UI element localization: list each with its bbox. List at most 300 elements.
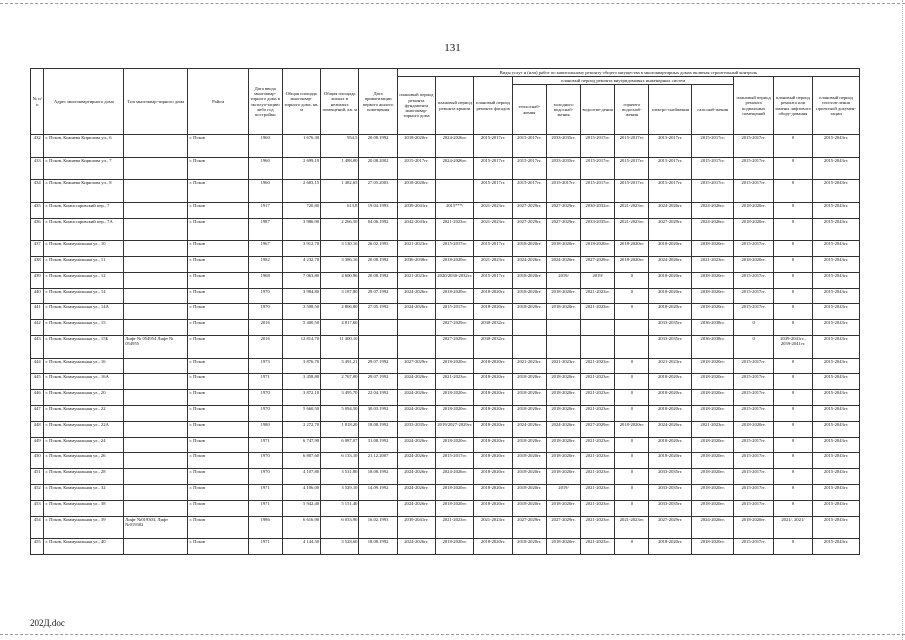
cell-n: 444 <box>31 358 44 374</box>
cell-found: 2024-2026гг. <box>397 390 435 406</box>
cell-district: г. Псков <box>188 374 248 390</box>
cell-lift: 0 <box>773 135 812 158</box>
cell-base: 0 <box>734 335 773 358</box>
cell-gas: 2015-2017гг. <box>691 157 733 180</box>
cell-facade: 2018-2020гг. <box>474 453 512 469</box>
cell-base: 2018-2020гг. <box>734 256 773 272</box>
cell-roof: 2018-2020гг. <box>436 405 474 421</box>
cell-sewer <box>581 320 615 336</box>
cell-roof: 2021-2023гг. <box>436 374 474 390</box>
cell-n: 445 <box>31 374 44 390</box>
cell-lift: 0 <box>773 500 812 516</box>
cell-district: г. Псков <box>188 539 248 555</box>
cell-addr: г. Псков, Коммунальная ул., 16А <box>44 374 124 390</box>
cell-district: г. Псков <box>188 469 248 485</box>
cell-base: 2015-2017гг. <box>734 288 773 304</box>
cell-n: 437 <box>31 241 44 257</box>
cell-heat: 2018-2020гг. <box>512 539 546 555</box>
cell-found <box>397 320 435 336</box>
cell-lift: 0 <box>773 484 812 500</box>
table-row <box>31 335 860 358</box>
cell-hot: 0 <box>615 304 649 320</box>
cell-hot: 2021-2023гг. <box>615 218 649 241</box>
cell-addr: г. Псков, Коммунальная ул., 40 <box>44 539 124 555</box>
cell-n: 450 <box>31 453 44 469</box>
cell-hot: 0 <box>615 390 649 406</box>
cell-cold: 2018-2020гг. <box>546 288 580 304</box>
cell-facade: 2018-2020гг. <box>474 405 512 421</box>
cell-priv <box>359 320 397 336</box>
cell-addr: г. Псков, Коммунальная ул., 22 <box>44 405 124 421</box>
cell-total: 3 872,10 <box>282 390 320 406</box>
cell-n: 436 <box>31 218 44 241</box>
cell-heat: 2015-2017гг. <box>512 180 546 203</box>
cell-heat <box>512 335 546 358</box>
cell-living: 3 531,80 <box>321 469 359 485</box>
cell-heat <box>512 320 546 336</box>
cell-facade: 2018-2020гг. <box>474 469 512 485</box>
table-row <box>31 241 860 257</box>
cell-elec: 2024-2026гг. <box>649 202 691 218</box>
cell-docs: 2015-2043гг. <box>813 272 860 288</box>
cell-sewer: 2019/ <box>581 272 615 288</box>
cell-heat: 2015-2017гг. <box>512 135 546 158</box>
cell-living: 6 133,10 <box>321 453 359 469</box>
cell-sewer: 2021-2023гг. <box>581 304 615 320</box>
cell-facade: 2015-2017гг. <box>474 157 512 180</box>
cell-elec: 2024-2026гг. <box>649 421 691 437</box>
cell-hot: 2021-2023гг. <box>615 516 649 539</box>
cell-lift: 0 <box>773 320 812 336</box>
cell-elec: 2018-2020гг. <box>649 437 691 453</box>
cell-priv <box>359 500 397 516</box>
cell-heat: 2015-2017гг. <box>512 157 546 180</box>
cell-base: 2015-2017гг. <box>734 358 773 374</box>
cell-roof: 2018-2020гг. <box>436 256 474 272</box>
cell-n: 449 <box>31 437 44 453</box>
cell-district: г. Псков <box>188 405 248 421</box>
cell-n: 446 <box>31 390 44 406</box>
table-row <box>31 288 860 304</box>
col-header-year: Дата ввода многоквар-тирного дома в эксплуа-тацию либо год постройки <box>248 69 282 135</box>
cell-n: 433 <box>31 157 44 180</box>
cell-n: 455 <box>31 539 44 555</box>
cell-base: 2015-2017гг. <box>734 135 773 158</box>
table-row <box>31 180 860 203</box>
cell-type <box>124 202 188 218</box>
cell-district: г. Псков <box>188 500 248 516</box>
cell-elec: 2018-2020гг. <box>649 288 691 304</box>
cell-hot: 0 <box>615 374 649 390</box>
cell-gas: 2018-2020гг. <box>691 437 733 453</box>
cell-sewer: 2018-2020гг. <box>581 241 615 257</box>
cell-cold: 2033-2035гг. <box>546 135 580 158</box>
cell-docs: 2015-2043гг. <box>813 202 860 218</box>
cell-found: 2039-2041гг. <box>397 202 435 218</box>
cell-facade: 2018-2020гг. <box>474 304 512 320</box>
cell-year: 1971 <box>248 484 282 500</box>
cell-elec: 2018-2020гг. <box>649 405 691 421</box>
cell-hot: 0 <box>615 288 649 304</box>
cell-elec: 2033-2035гг. <box>649 469 691 485</box>
cell-base: 2018-2020гг. <box>734 218 773 241</box>
cell-docs: 2015-2043гг. <box>813 405 860 421</box>
cell-type <box>124 358 188 374</box>
cell-elec: 2033-2035гг. <box>649 320 691 336</box>
cell-sewer: 2030-2032гг. <box>581 202 615 218</box>
cell-roof: 2015-2017гг. <box>436 453 474 469</box>
cell-priv: 04.06.1992 <box>359 218 397 241</box>
cell-n: 439 <box>31 272 44 288</box>
cell-found: 2027-2029гг. <box>397 358 435 374</box>
cell-sewer: 2021-2023гг. <box>581 358 615 374</box>
col-header-address: Адрес многоквартирного дома <box>44 69 124 135</box>
cell-cold: 2018-2020гг. <box>546 241 580 257</box>
cell-found: 2039-2041гг. <box>397 516 435 539</box>
cell-district: г. Псков <box>188 157 248 180</box>
cell-roof <box>436 180 474 203</box>
cell-addr: г. Псков, Кожнева Кирилова ул., 8 <box>44 180 124 203</box>
cell-base: 2015-2017гг. <box>734 405 773 421</box>
col-header-number: № п/п <box>31 69 44 135</box>
cell-n: 440 <box>31 288 44 304</box>
col-group-engineering: плановый период ремонта внутридомовых инженерных систем <box>512 77 734 85</box>
table-row <box>31 421 860 437</box>
cell-year: 1971 <box>248 374 282 390</box>
cell-lift: 0 <box>773 157 812 180</box>
cell-facade: 2015-2017гг. <box>474 272 512 288</box>
cell-gas: 2024-2026гг. <box>691 516 733 539</box>
cell-elec: 2018-2020гг. <box>649 390 691 406</box>
cell-cold <box>546 335 580 358</box>
cell-living: 2 266,50 <box>321 218 359 241</box>
cell-priv: 16.02.1993 <box>359 516 397 539</box>
cell-living: 4 600,96 <box>321 272 359 288</box>
cell-addr: г. Псков, Коммунальная ул., 11 <box>44 256 124 272</box>
cell-base: 2018-2020гг. <box>734 421 773 437</box>
cell-addr: г. Псков, Коммунальная ул., 38 <box>44 500 124 516</box>
cell-sewer: 2021-2023гг. <box>581 288 615 304</box>
cell-lift: 2021/, 2021/ <box>773 516 812 539</box>
cell-total: 3 458,80 <box>282 374 320 390</box>
cell-type <box>124 304 188 320</box>
cell-hot: 0 <box>615 437 649 453</box>
cell-found: 2024-2026гг. <box>397 288 435 304</box>
cell-living: 6 087,07 <box>321 437 359 453</box>
cell-docs: 2015-2043гг. <box>813 421 860 437</box>
cell-type <box>124 157 188 180</box>
cell-facade: 2021-2023гг. <box>474 516 512 539</box>
cell-year: 1970 <box>248 288 282 304</box>
cell-cold: 2018-2020гг. <box>546 374 580 390</box>
cell-elec: 2027-2029гг. <box>649 218 691 241</box>
cell-living: 3 491,21 <box>321 358 359 374</box>
cell-cold <box>546 320 580 336</box>
cell-cold: 2024-2026гг. <box>546 421 580 437</box>
cell-base: 2015-2017гг. <box>734 272 773 288</box>
table-row <box>31 358 860 374</box>
cell-district: г. Псков <box>188 516 248 539</box>
scan-edge-top <box>0 3 905 4</box>
cell-district: г. Псков <box>188 202 248 218</box>
cell-priv: 20.08.1992 <box>359 256 397 272</box>
cell-gas: 2018-2020гг. <box>691 304 733 320</box>
cell-found: 2024-2026гг. <box>397 374 435 390</box>
cell-living: 2 806,80 <box>321 304 359 320</box>
cell-sewer: 2021-2023гг. <box>581 516 615 539</box>
table-row <box>31 374 860 390</box>
cell-base: 2015-2017гг. <box>734 453 773 469</box>
cell-found: 2024-2026гг. <box>397 484 435 500</box>
cell-cold: 2018-2020гг. <box>546 437 580 453</box>
cell-total: 1 676,30 <box>282 135 320 158</box>
cell-hot: 2018-2020гг. <box>615 421 649 437</box>
cell-total: 3 508,50 <box>282 304 320 320</box>
cell-district: г. Псков <box>188 218 248 241</box>
cell-year: 1960 <box>248 135 282 158</box>
cell-heat: 2024-2026гг. <box>512 256 546 272</box>
cell-elec: 2027-2029гг. <box>649 516 691 539</box>
cell-facade: 2018-2020гг. <box>474 421 512 437</box>
cell-cold: 2018-2020гг. <box>546 304 580 320</box>
cell-docs: 2015-2043гг. <box>813 453 860 469</box>
cell-heat: 2018-2020гг. <box>512 272 546 288</box>
cell-elec: 2015-2017гг. <box>649 180 691 203</box>
cell-district: г. Псков <box>188 437 248 453</box>
cell-sewer: 2021-2023гг. <box>581 405 615 421</box>
cell-living: 4 817,60 <box>321 320 359 336</box>
cell-roof: 2018-2020гг. <box>436 437 474 453</box>
cell-priv: 31.08.1992 <box>359 437 397 453</box>
cell-hot: 0 <box>615 358 649 374</box>
cell-heat: 2018-2020гг. <box>512 469 546 485</box>
cell-facade: 2018-2020гг. <box>474 374 512 390</box>
cell-facade: 2021-2023гг. <box>474 218 512 241</box>
cell-roof: 2018-2020гг. <box>436 539 474 555</box>
cell-n: 442 <box>31 320 44 336</box>
cell-addr: г. Псков, Коммунальная ул., 16 <box>44 358 124 374</box>
cell-roof: 2019/2027-2029гг. <box>436 421 474 437</box>
cell-lift: 0 <box>773 218 812 241</box>
cell-addr: г. Псков, Коммунальная ул., 10 <box>44 241 124 257</box>
cell-year: 1970 <box>248 304 282 320</box>
cell-type <box>124 453 188 469</box>
cell-total: 6 747,90 <box>282 437 320 453</box>
cell-type <box>124 320 188 336</box>
cell-sewer: 2021-2023гг. <box>581 469 615 485</box>
cell-gas: 2015-2017гг. <box>691 180 733 203</box>
cell-sewer: 2015-2017гг. <box>581 157 615 180</box>
cell-roof: 2015-2017гг. <box>436 241 474 257</box>
cell-roof: 2024-2026гг. <box>436 157 474 180</box>
cell-type <box>124 484 188 500</box>
cell-total: 3 876,70 <box>282 358 320 374</box>
cell-docs: 2015-2043гг. <box>813 157 860 180</box>
cell-base: 2015-2017гг. <box>734 437 773 453</box>
cell-lift: 0 <box>773 272 812 288</box>
cell-facade: 2015-2017гг. <box>474 135 512 158</box>
cell-cold: 2015-2017гг. <box>546 180 580 203</box>
cell-lift: 0 <box>773 469 812 485</box>
cell-district: г. Псков <box>188 390 248 406</box>
cell-district: г. Псков <box>188 453 248 469</box>
cell-n: 438 <box>31 256 44 272</box>
cell-roof: 2018-2020гг. <box>436 484 474 500</box>
cell-heat: 2018-2020гг. <box>512 374 546 390</box>
cell-sewer: 2021-2023гг. <box>581 484 615 500</box>
cell-sewer: 2021-2023гг. <box>581 453 615 469</box>
cell-roof: 2024-2026гг. <box>436 469 474 485</box>
cell-facade: 2021-2023гг. <box>474 256 512 272</box>
cell-priv: 21.12.2007 <box>359 453 397 469</box>
cell-base: 2015-2017гг. <box>734 374 773 390</box>
cell-addr: г. Псков, Коммунальная ул., 14А <box>44 304 124 320</box>
cell-addr: г. Псков, Коммунальная ул., 24 <box>44 437 124 453</box>
cell-docs: 2015-2043гг. <box>813 390 860 406</box>
cell-total: 2 699,10 <box>282 157 320 180</box>
cell-hot <box>615 320 649 336</box>
cell-addr: г. Псков, Кожнева Кирилова ул., 6 <box>44 135 124 158</box>
cell-found: 2024-2026гг. <box>397 469 435 485</box>
cell-docs: 2015-2043гг. <box>813 218 860 241</box>
col-header-district: Район <box>188 69 248 135</box>
cell-district: г. Псков <box>188 358 248 374</box>
cell-elec: 2033-2035гг. <box>649 484 691 500</box>
cell-base: 2015-2017гг. <box>734 180 773 203</box>
cell-found: 2024-2026гг. <box>397 304 435 320</box>
cell-living: 11 400,10 <box>321 335 359 358</box>
cell-living: 6 033,90 <box>321 516 359 539</box>
cell-elec: 2018-2020гг. <box>649 453 691 469</box>
cell-total: 7 063,80 <box>282 272 320 288</box>
cell-total: 12 814,70 <box>282 335 320 358</box>
cell-type <box>124 374 188 390</box>
cell-district: г. Псков <box>188 256 248 272</box>
cell-heat: 2021-2023гг. <box>512 358 546 374</box>
cell-priv: 27.05.2003 <box>359 180 397 203</box>
cell-total: 5 400,50 <box>282 320 320 336</box>
cell-facade: 2018-2020гг. <box>474 484 512 500</box>
cell-base: 2015-2017гг. <box>734 241 773 257</box>
cell-district: г. Псков <box>188 135 248 158</box>
cell-cold: 2018-2020гг. <box>546 469 580 485</box>
cell-total: 3 984,80 <box>282 288 320 304</box>
cell-addr: г. Псков, Комиссаровский пер., 7 <box>44 202 124 218</box>
table-row <box>31 516 860 539</box>
cell-roof: 2027-2029гг. <box>436 320 474 336</box>
cell-living: 1 482,65 <box>321 180 359 203</box>
cell-gas: 2024-2026гг. <box>691 218 733 241</box>
cell-docs: 2015-2043гг. <box>813 304 860 320</box>
cell-docs: 2015-2043гг. <box>813 135 860 158</box>
cell-elec: 2018-2020гг. <box>649 304 691 320</box>
cell-priv: 18.08.1992 <box>359 539 397 555</box>
table-row <box>31 539 860 555</box>
cell-total: 3 986,90 <box>282 218 320 241</box>
cell-living: 3 386,16 <box>321 256 359 272</box>
cell-docs: 2015-2043гг. <box>813 484 860 500</box>
cell-roof: 2015***/ <box>436 202 474 218</box>
cell-district: г. Псков <box>188 180 248 203</box>
cell-type <box>124 135 188 158</box>
cell-docs: 2015-2043гг. <box>813 374 860 390</box>
cell-gas: 2018-2020гг. <box>691 358 733 374</box>
cell-addr: г. Псков, Коммунальная ул., 39 <box>44 516 124 539</box>
file-name: 202Д.doc <box>30 618 65 628</box>
cell-docs: 2015-2043гг. <box>813 516 860 539</box>
cell-gas: 2021-2023гг. <box>691 256 733 272</box>
cell-sewer: 2015-2017гг. <box>581 180 615 203</box>
col-header-total-area: Общая площадь многоквар-тирного дома, кв. м <box>282 69 320 135</box>
cell-found: 2024-2026гг. <box>397 539 435 555</box>
cell-hot: 0 <box>615 539 649 555</box>
table-row <box>31 437 860 453</box>
table-row <box>31 218 860 241</box>
cell-addr: г. Псков, Коммунальная ул., 14 <box>44 288 124 304</box>
cell-type <box>124 469 188 485</box>
cell-hot: 0 <box>615 469 649 485</box>
col-header-house-type: Тип многоквар-тирного дома <box>124 69 188 135</box>
cell-priv: 26.02.1993 <box>359 241 397 257</box>
cell-gas: 2018-2020гг. <box>691 374 733 390</box>
cell-heat: 2018-2020гг. <box>512 241 546 257</box>
cell-roof: 2020/2030-2032гг. <box>436 272 474 288</box>
cell-facade: 2030-2032гг. <box>474 320 512 336</box>
cell-elec: 2018-2020гг. <box>649 539 691 555</box>
cell-heat: 2024-2026гг. <box>512 421 546 437</box>
cell-type <box>124 256 188 272</box>
cell-year: 1960 <box>248 157 282 180</box>
cell-elec: 2018-2020гг. <box>649 241 691 257</box>
cell-roof: 2018-2020гг. <box>436 358 474 374</box>
cell-total: 720,80 <box>282 202 320 218</box>
cell-living: 3 529,10 <box>321 484 359 500</box>
cell-year: 2016 <box>248 335 282 358</box>
cell-docs: 2015-2043гг. <box>813 500 860 516</box>
cell-lift: 0 <box>773 539 812 555</box>
col-header-sewer: водоотве-дения <box>581 85 615 135</box>
cell-n: 453 <box>31 500 44 516</box>
cell-year: 1970 <box>248 453 282 469</box>
cell-heat: 2018-2020гг. <box>512 453 546 469</box>
cell-year: 1917 <box>248 202 282 218</box>
cell-base: 0 <box>734 320 773 336</box>
cell-type: Лифт № 054954 Лифт № 054955 <box>124 335 188 358</box>
cell-gas: 2021-2023гг. <box>691 421 733 437</box>
cell-elec: 2018-2020гг. <box>649 374 691 390</box>
table-row <box>31 256 860 272</box>
col-header-foundation: плановый период ремонта фундамента многоквар-тирного дома <box>397 77 435 135</box>
cell-docs: 2015-2043гг. <box>813 437 860 453</box>
cell-roof: 2027-2029гг. <box>436 335 474 358</box>
cell-cold: 2018-2020гг. <box>546 500 580 516</box>
cell-gas: 2018-2020гг. <box>691 539 733 555</box>
cell-gas: 2036-2038гг. <box>691 320 733 336</box>
cell-living: 5 151,40 <box>321 500 359 516</box>
cell-total: 2 272,70 <box>282 421 320 437</box>
cell-total: 4 232,70 <box>282 256 320 272</box>
cell-priv: 29.07.1992 <box>359 374 397 390</box>
cell-total: 6 807,60 <box>282 453 320 469</box>
col-header-living-area: Общая площадь жилых и нежилых помещений, кв. м <box>321 69 359 135</box>
cell-type <box>124 218 188 241</box>
table-row <box>31 157 860 180</box>
cell-priv: 22.04.1992 <box>359 390 397 406</box>
cell-priv: 14.09.1992 <box>359 484 397 500</box>
cell-gas: 2018-2020гг. <box>691 453 733 469</box>
cell-base: 2015-2017гг. <box>734 484 773 500</box>
table-row <box>31 405 860 421</box>
